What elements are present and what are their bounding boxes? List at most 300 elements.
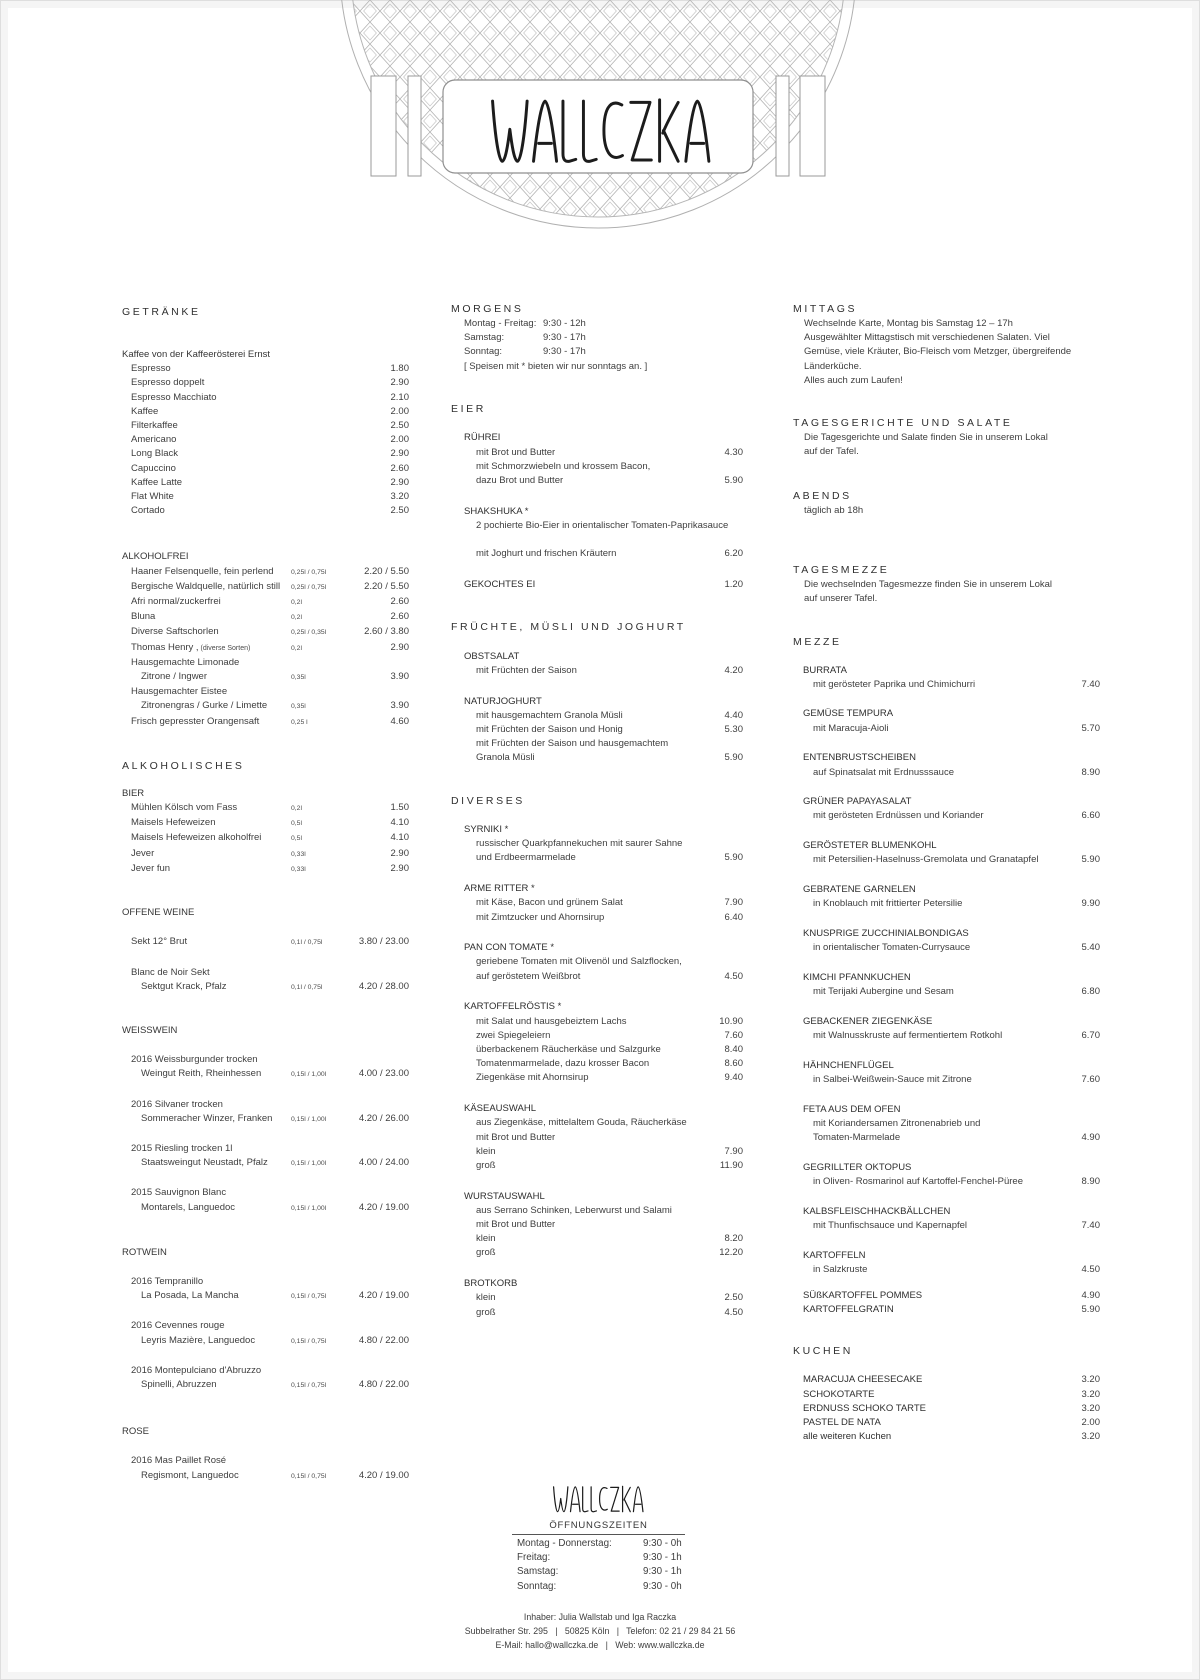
wine-producer: La Posada, La Mancha	[141, 1290, 239, 1302]
rotwein-items	[122, 1275, 409, 1393]
alkoholfrei-items	[122, 565, 409, 730]
schedule-row	[451, 331, 743, 345]
item-price: 7.60	[724, 1029, 743, 1041]
mezze-text	[803, 664, 1082, 692]
mezze-text	[803, 971, 1082, 999]
group-title-rotwein: ROTWEIN	[122, 1246, 167, 1258]
hours-time: 9:30 - 0h	[643, 1538, 682, 1549]
menu-item-row	[122, 490, 409, 504]
dish-line	[464, 1306, 743, 1320]
paragraph-line: Wechselnde Karte, Montag bis Samstag 12 – 17h	[804, 318, 1013, 329]
breakfast-column	[451, 303, 743, 1320]
mezze-items	[793, 664, 1100, 1277]
item-name: Thomas Henry , (diverse Sorten)	[131, 641, 251, 653]
item-price: 3.90	[390, 700, 409, 712]
dish-name-row	[464, 650, 743, 664]
footer-logo-wordmark	[552, 1484, 644, 1514]
item-size: 0,2l	[291, 599, 302, 607]
item-size: 0,1l / 0,75l	[291, 939, 323, 947]
wine-detail-row	[122, 1112, 409, 1127]
item-price: 4.20 / 19.00	[358, 1290, 409, 1302]
item-price: 10.90	[719, 1015, 743, 1027]
menu-item-row	[122, 831, 409, 846]
item-name: Capuccino	[131, 462, 176, 474]
mezze-desc: in Knoblauch mit frittierter Petersilie	[813, 898, 963, 910]
menu-item-row	[122, 376, 409, 390]
menu-item-row	[122, 504, 409, 518]
item-price: 2.20 / 5.50	[364, 580, 409, 592]
dish-line	[464, 709, 743, 723]
hours-time: 9:30 - 1h	[643, 1552, 682, 1564]
dish-line-text: 2 pochierte Bio-Eier in orientalischer Tomaten-Paprikasauce	[476, 519, 729, 531]
mezze-item	[793, 971, 1100, 999]
dish-item	[451, 1277, 743, 1320]
dish-name: WURSTAUSWAHL	[464, 1190, 545, 1202]
dish-line-text: mit hausgemachtem Granola Müsli	[476, 709, 623, 721]
dish-line-text: Tomatenmarmelade, dazu krosser Bacon	[476, 1058, 650, 1070]
tagesgerichte-block	[793, 417, 1100, 459]
dish-line-text: russischer Quarkpfannekuchen mit saurer Sahne	[476, 838, 683, 850]
mezze-text	[803, 1103, 1082, 1146]
dish-line	[464, 837, 743, 851]
fruechte-items	[451, 650, 743, 766]
dish-line-text: mit Früchten der Saison	[476, 664, 577, 676]
item-price: 2.50	[390, 420, 409, 432]
mezze-text	[803, 751, 1082, 779]
item-size: 0,15l / 0,75l	[291, 1293, 327, 1301]
dish-item	[451, 1190, 743, 1261]
item-price: 7.90	[724, 897, 743, 909]
item-price: 4.20 / 19.00	[358, 1201, 409, 1213]
dish-line-text: mit Joghurt und frischen Kräutern	[476, 548, 617, 560]
hours-row	[517, 1580, 685, 1594]
menu-item-row	[122, 801, 409, 816]
group-title-bier: BIER	[122, 787, 145, 799]
contact-line: Subbelrather Str. 295 | 50825 Köln | Telefon: 02 21 / 29 84 21 56	[464, 1626, 736, 1637]
dish-line-text: mit Zimtzucker und Ahornsirup	[476, 911, 605, 923]
schedule-time: 9:30 - 17h	[543, 346, 586, 358]
mezze-desc: auf Spinatsalat mit Erdnusssauce	[813, 766, 954, 778]
item-name: Espresso Macchiato	[131, 391, 217, 403]
item-price: 2.90	[390, 476, 409, 488]
dish-name-row	[464, 823, 743, 837]
item-price: 7.40	[1081, 678, 1100, 690]
wine-entry	[122, 1319, 409, 1348]
menu-item-row	[122, 715, 409, 730]
schedule-row	[451, 345, 743, 359]
menu-item-row	[793, 1416, 1100, 1430]
mezze-item	[793, 664, 1100, 692]
kuchen-items	[793, 1373, 1100, 1444]
item-name: Frisch gepresster Orangensaft	[131, 715, 260, 727]
wine-entry	[122, 1053, 409, 1082]
wine-name: 2016 Tempranillo	[131, 1275, 204, 1287]
item-price: 8.20	[724, 1233, 743, 1245]
hours-day: Samstag:	[517, 1566, 559, 1578]
item-name: Afri normal/zuckerfrei	[131, 596, 221, 608]
mezze-desc: in orientalischer Tomaten-Currysauce	[813, 942, 971, 954]
item-price: 1.50	[390, 802, 409, 814]
item-name: SCHOKOTARTE	[803, 1388, 875, 1400]
wine-entry	[122, 1275, 409, 1304]
mezze-desc: in Salzkruste	[813, 1263, 868, 1275]
section-header-abends: ABENDS	[793, 490, 852, 503]
hours-day: Freitag:	[517, 1552, 551, 1564]
weisswein-group	[122, 1024, 409, 1216]
item-price: 6.60	[1081, 810, 1100, 822]
menu-item-row	[122, 447, 409, 461]
dish-line	[464, 970, 743, 984]
paragraph-line: auf der Tafel.	[804, 446, 859, 458]
menu-item-row	[793, 1303, 1100, 1317]
item-price: 4.20 / 26.00	[358, 1112, 409, 1124]
item-price: 5.90	[1081, 1304, 1100, 1316]
item-price: 4.20	[724, 664, 743, 676]
item-price: 4.10	[390, 817, 409, 829]
mezze-item	[793, 1059, 1100, 1087]
group-title-offene-weine: OFFENE WEINE	[122, 907, 195, 919]
dish-line	[464, 460, 743, 474]
item-name: Maisels Hefeweizen alkoholfrei	[131, 832, 262, 844]
dish-name-row	[464, 1190, 743, 1204]
item-price: 3.80 / 23.00	[358, 936, 409, 948]
dish-name: PAN CON TOMATE *	[464, 942, 555, 954]
item-price: 12.20	[719, 1247, 743, 1259]
wine-name: 2015 Riesling trocken 1l	[131, 1142, 233, 1154]
wine-name: 2016 Montepulciano d'Abruzzo	[131, 1364, 262, 1376]
mezze-name: BURRATA	[803, 664, 847, 676]
section-header-diverses: DIVERSES	[451, 794, 525, 807]
dish-line-text: groß	[476, 1247, 496, 1259]
dish-line	[464, 446, 743, 460]
schedule-day: Montag - Freitag:	[464, 318, 537, 329]
dish-item	[451, 505, 743, 562]
dish-line	[464, 851, 743, 865]
item-name: Kaffee Latte	[131, 476, 183, 488]
item-name: Espresso doppelt	[131, 377, 205, 389]
tagesmezze-block	[793, 564, 1100, 606]
item-price: 7.60	[1081, 1073, 1100, 1085]
item-name: PASTEL DE NATA	[803, 1416, 881, 1428]
opening-hours-block	[512, 1520, 685, 1594]
item-price: 2.60	[390, 611, 409, 623]
item-name: KARTOFFELGRATIN	[803, 1304, 894, 1316]
item-price: 7.40	[1081, 1219, 1100, 1231]
item-size: 0,33l	[291, 850, 306, 858]
menu-item-row	[122, 362, 409, 376]
menu-item-row	[122, 476, 409, 490]
dish-name: SYRNIKI *	[464, 824, 509, 836]
item-price: 9.40	[724, 1072, 743, 1084]
dish-name: KÄSEAUSWAHL	[464, 1103, 536, 1115]
dish-line-text: mit Schmorzwiebeln und krossem Bacon,	[476, 460, 651, 472]
wine-producer: Staatsweingut Neustadt, Pfalz	[141, 1157, 268, 1169]
menu-item-row	[122, 699, 409, 714]
dish-name-row	[464, 505, 743, 519]
opening-hours-table	[512, 1537, 685, 1594]
item-price: 2.00	[390, 434, 409, 446]
bier-items	[122, 801, 409, 877]
menu-item-row	[122, 595, 409, 610]
mezze-name: KIMCHI PFANNKUCHEN	[803, 971, 911, 983]
item-size: 0,15l / 1,00l	[291, 1160, 327, 1168]
hours-time: 9:30 - 1h	[643, 1566, 682, 1578]
item-price: 1.80	[390, 363, 409, 375]
menu-item-row	[122, 625, 409, 640]
item-size: 0,15l / 0,75l	[291, 1472, 327, 1480]
wine-name: Sekt 12° Brut	[131, 936, 188, 948]
dish-name-row	[464, 1102, 743, 1116]
schedule-day: Samstag:	[464, 332, 505, 344]
mezze-name: GEBRATENE GARNELEN	[803, 884, 916, 896]
hours-day: Montag - Donnerstag:	[517, 1538, 612, 1549]
dish-line	[464, 1029, 743, 1043]
dish-line-text: aus Ziegenkäse, mittelaltem Gouda, Räucherkäse	[476, 1117, 687, 1129]
item-price: 2.60	[390, 462, 409, 474]
schedule-time: 9:30 - 12h	[543, 318, 586, 329]
mezze-item	[793, 839, 1100, 867]
abends-text	[793, 504, 1100, 518]
bier-group	[122, 787, 409, 877]
contact-block	[0, 1610, 1200, 1653]
menu-item-row	[122, 670, 409, 685]
item-name: Kaffee	[131, 405, 159, 417]
dish-name-row	[464, 1277, 743, 1291]
wine-producer: Sektgut Krack, Pfalz	[141, 980, 227, 992]
mezze-desc: in Salbei-Weißwein-Sauce mit Zitrone	[813, 1073, 972, 1085]
dish-line-text: geriebene Tomaten mit Olivenöl und Salzflocken,	[476, 956, 682, 968]
mezze-item	[793, 795, 1100, 823]
mezze-desc: mit Koriandersamen Zitronenabrieb und	[813, 1117, 981, 1129]
morgens-block	[451, 303, 743, 374]
dish-line	[464, 751, 743, 765]
dish-name-row	[464, 431, 743, 445]
item-name: ERDNUSS SCHOKO TARTE	[803, 1402, 926, 1414]
mezze-desc: mit Terijaki Aubergine und Sesam	[813, 986, 954, 998]
wine-name: 2015 Sauvignon Blanc	[131, 1187, 227, 1199]
wine-detail-row	[122, 1378, 409, 1393]
item-name: Long Black	[131, 448, 179, 460]
mezze-desc: mit Walnusskruste auf fermentiertem Rotkohl	[813, 1029, 1003, 1041]
item-price: 3.90	[390, 671, 409, 683]
paragraph-line: auf unserer Tafel.	[804, 592, 878, 604]
dish-line	[464, 1071, 743, 1085]
wine-detail-row	[122, 1067, 409, 1082]
hours-day: Sonntag:	[517, 1580, 557, 1592]
wine-detail-row	[122, 1156, 409, 1171]
item-name: Hausgemachter Eistee	[131, 686, 228, 698]
paragraph-line: Ausgewählter Mittagstisch mit verschiedenen Salaten. Viel	[804, 332, 1050, 344]
item-name: Bluna	[131, 611, 156, 623]
mezze-text	[803, 1059, 1082, 1087]
menu-item-row	[122, 656, 409, 670]
item-price: 5.90	[724, 752, 743, 764]
item-size: 0,2l	[291, 805, 302, 813]
item-price: 4.50	[1081, 1263, 1100, 1275]
item-price: 2.90	[390, 847, 409, 859]
dish-line	[464, 737, 743, 751]
logo-graphic	[0, 0, 1200, 240]
item-name: Mühlen Kölsch vom Fass	[131, 802, 238, 814]
dish-name: RÜHREI	[464, 432, 501, 444]
mezze-name: GEMÜSE TEMPURA	[803, 708, 894, 720]
dish-line-text: überbackenem Räucherkäse und Salzgurke	[476, 1043, 661, 1055]
group-title-alkoholfrei: ALKOHOLFREI	[122, 551, 189, 563]
item-price: 6.20	[724, 548, 743, 560]
item-size: 0,15l / 0,75l	[291, 1381, 327, 1389]
group-title-coffee: Kaffee von der Kaffeerösterei Ernst	[122, 349, 271, 360]
paragraph-line: Länderküche.	[804, 360, 862, 372]
mezze-text	[803, 927, 1082, 955]
mittags-block	[793, 303, 1100, 388]
item-name: MARACUJA CHEESECAKE	[803, 1374, 923, 1386]
item-size: 0,15l / 1,00l	[291, 1204, 327, 1212]
alkoholfrei-group	[122, 550, 409, 729]
item-note: (diverse Sorten)	[198, 644, 251, 652]
dish-line-text: klein	[476, 1145, 496, 1157]
wine-entry	[122, 1454, 409, 1483]
item-name: Jever	[131, 847, 155, 859]
mezze-item	[793, 1161, 1100, 1189]
dish-line	[464, 1116, 743, 1130]
item-price: 2.90	[390, 448, 409, 460]
menu-item-row	[793, 1402, 1100, 1416]
menu-item-row	[122, 565, 409, 580]
section-header-tagesmezze: TAGESMEZZE	[793, 563, 890, 576]
mezze-text	[803, 1205, 1082, 1233]
dish-item	[451, 695, 743, 766]
weisswein-items	[122, 1053, 409, 1216]
wine-entry	[122, 1364, 409, 1393]
item-price: 4.50	[724, 1306, 743, 1318]
item-size: 0,1l / 0,75l	[291, 983, 323, 991]
dish-line-text: Granola Müsli	[476, 752, 535, 764]
item-price: 2.00	[390, 405, 409, 417]
opening-hours-title: ÖFFNUNGSZEITEN	[512, 1520, 685, 1535]
item-name: SÜßKARTOFFEL POMMES	[803, 1289, 923, 1301]
wine-producer: Montarels, Languedoc	[141, 1201, 236, 1213]
menu-item-row	[793, 1388, 1100, 1402]
item-price: 4.20 / 19.00	[358, 1469, 409, 1481]
dish-name: ARME RITTER *	[464, 883, 535, 895]
item-name: Zitrone / Ingwer	[141, 671, 207, 683]
item-name: Zitronengras / Gurke / Limette	[141, 700, 268, 712]
mezze-desc: mit Petersilien-Haselnuss-Gremolata und Granatapfel	[813, 854, 1039, 866]
mezze-name: GEBACKENER ZIEGENKÄSE	[803, 1015, 933, 1027]
mezze-item	[793, 751, 1100, 779]
menu-item-row	[122, 462, 409, 476]
section-header-fruechte: FRÜCHTE, MÜSLI UND JOGHURT	[451, 621, 686, 634]
item-price: 4.90	[1081, 1289, 1100, 1301]
item-size: 0,15l / 1,00l	[291, 1071, 327, 1079]
section-header-getraenke: GETRÄNKE	[122, 306, 201, 318]
coffee-group	[122, 348, 409, 518]
dish-line	[464, 1246, 743, 1260]
dish-name-row	[464, 882, 743, 896]
paragraph-line: täglich ab 18h	[804, 505, 864, 517]
dish-item	[451, 431, 743, 488]
item-name: Espresso	[131, 363, 171, 375]
dish-line-text: klein	[476, 1292, 496, 1304]
wine-producer: Spinelli, Abruzzen	[141, 1378, 217, 1390]
dish-line-text: klein	[476, 1233, 496, 1245]
dish-name: BROTKORB	[464, 1278, 518, 1290]
dish-item	[451, 941, 743, 984]
dish-line	[464, 896, 743, 910]
dish-line-text: mit Salat und hausgebeiztem Lachs	[476, 1015, 627, 1027]
item-price: 5.70	[1081, 722, 1100, 734]
item-price: 2.90	[390, 377, 409, 389]
dish-line-text: groß	[476, 1159, 496, 1171]
mezze-desc: in Oliven- Rosmarinol auf Kartoffel-Fenchel-Püree	[813, 1175, 1023, 1187]
hours-row	[517, 1537, 685, 1551]
paragraph-line: Die wechselnden Tagesmezze finden Sie in unserem Lokal	[804, 578, 1053, 590]
item-size: 0,25 l	[291, 718, 308, 726]
dish-line	[464, 1291, 743, 1305]
dish-item	[451, 578, 743, 592]
item-size: 0,35l	[291, 674, 306, 682]
coffee-items	[122, 362, 409, 518]
mezze-desc: Tomaten-Marmelade	[813, 1132, 901, 1143]
paragraph-line: Die Tagesgerichte und Salate finden Sie in unserem Lokal	[804, 432, 1048, 444]
item-price: 11.90	[719, 1159, 743, 1171]
menu-item-row	[122, 685, 409, 699]
menu-item-row	[122, 419, 409, 433]
item-size: 0,5l	[291, 820, 302, 828]
wine-detail-row	[122, 1289, 409, 1304]
item-name: Bergische Waldquelle, natürlich still	[131, 580, 281, 592]
contact-line: E-Mail: hallo@wallczka.de | Web: www.wallczka.de	[495, 1640, 705, 1651]
wine-producer: Regismont, Languedoc	[141, 1469, 239, 1481]
item-price: 4.00 / 23.00	[358, 1068, 409, 1080]
item-size: 0,2l	[291, 644, 302, 652]
dish-line	[464, 955, 743, 969]
menu-item-row	[793, 1373, 1100, 1387]
dish-item	[451, 650, 743, 678]
mezze-desc: mit Maracuja-Aioli	[813, 722, 889, 734]
item-price: 5.30	[724, 723, 743, 735]
item-size: 0,25l / 0,35l	[291, 629, 327, 637]
dish-line-text: auf geröstetem Weißbrot	[476, 970, 581, 982]
dish-item	[451, 1102, 743, 1173]
item-price: 6.40	[724, 911, 743, 923]
item-size: 0,5l	[291, 835, 302, 843]
mezze-text	[803, 1015, 1082, 1043]
item-name: Cortado	[131, 505, 165, 517]
item-name: Jever fun	[131, 862, 171, 874]
mezze-name: GERÖSTETER BLUMENKOHL	[803, 840, 937, 852]
dish-line-text: mit Käse, Bacon und grünem Salat	[476, 897, 623, 909]
diverses-items	[451, 823, 743, 1320]
dish-line	[464, 1043, 743, 1057]
dish-line	[464, 1218, 743, 1232]
wine-entry	[122, 1142, 409, 1171]
dish-line	[464, 1145, 743, 1159]
item-size: 0,2l	[291, 614, 302, 622]
dish-line-text: dazu Brot und Butter	[476, 474, 564, 486]
hours-time: 9:30 - 0h	[643, 1580, 682, 1592]
dish-line	[464, 1015, 743, 1029]
schedule-row	[451, 317, 743, 331]
item-price: 4.30	[724, 446, 743, 458]
item-price: 8.90	[1081, 766, 1100, 778]
group-title-weisswein: WEISSWEIN	[122, 1024, 178, 1036]
item-size: 0,35l	[291, 703, 306, 711]
item-size: 0,25l / 0,75l	[291, 568, 327, 576]
dish-line	[464, 1232, 743, 1246]
dish-line	[464, 911, 743, 925]
rose-group	[122, 1425, 409, 1484]
